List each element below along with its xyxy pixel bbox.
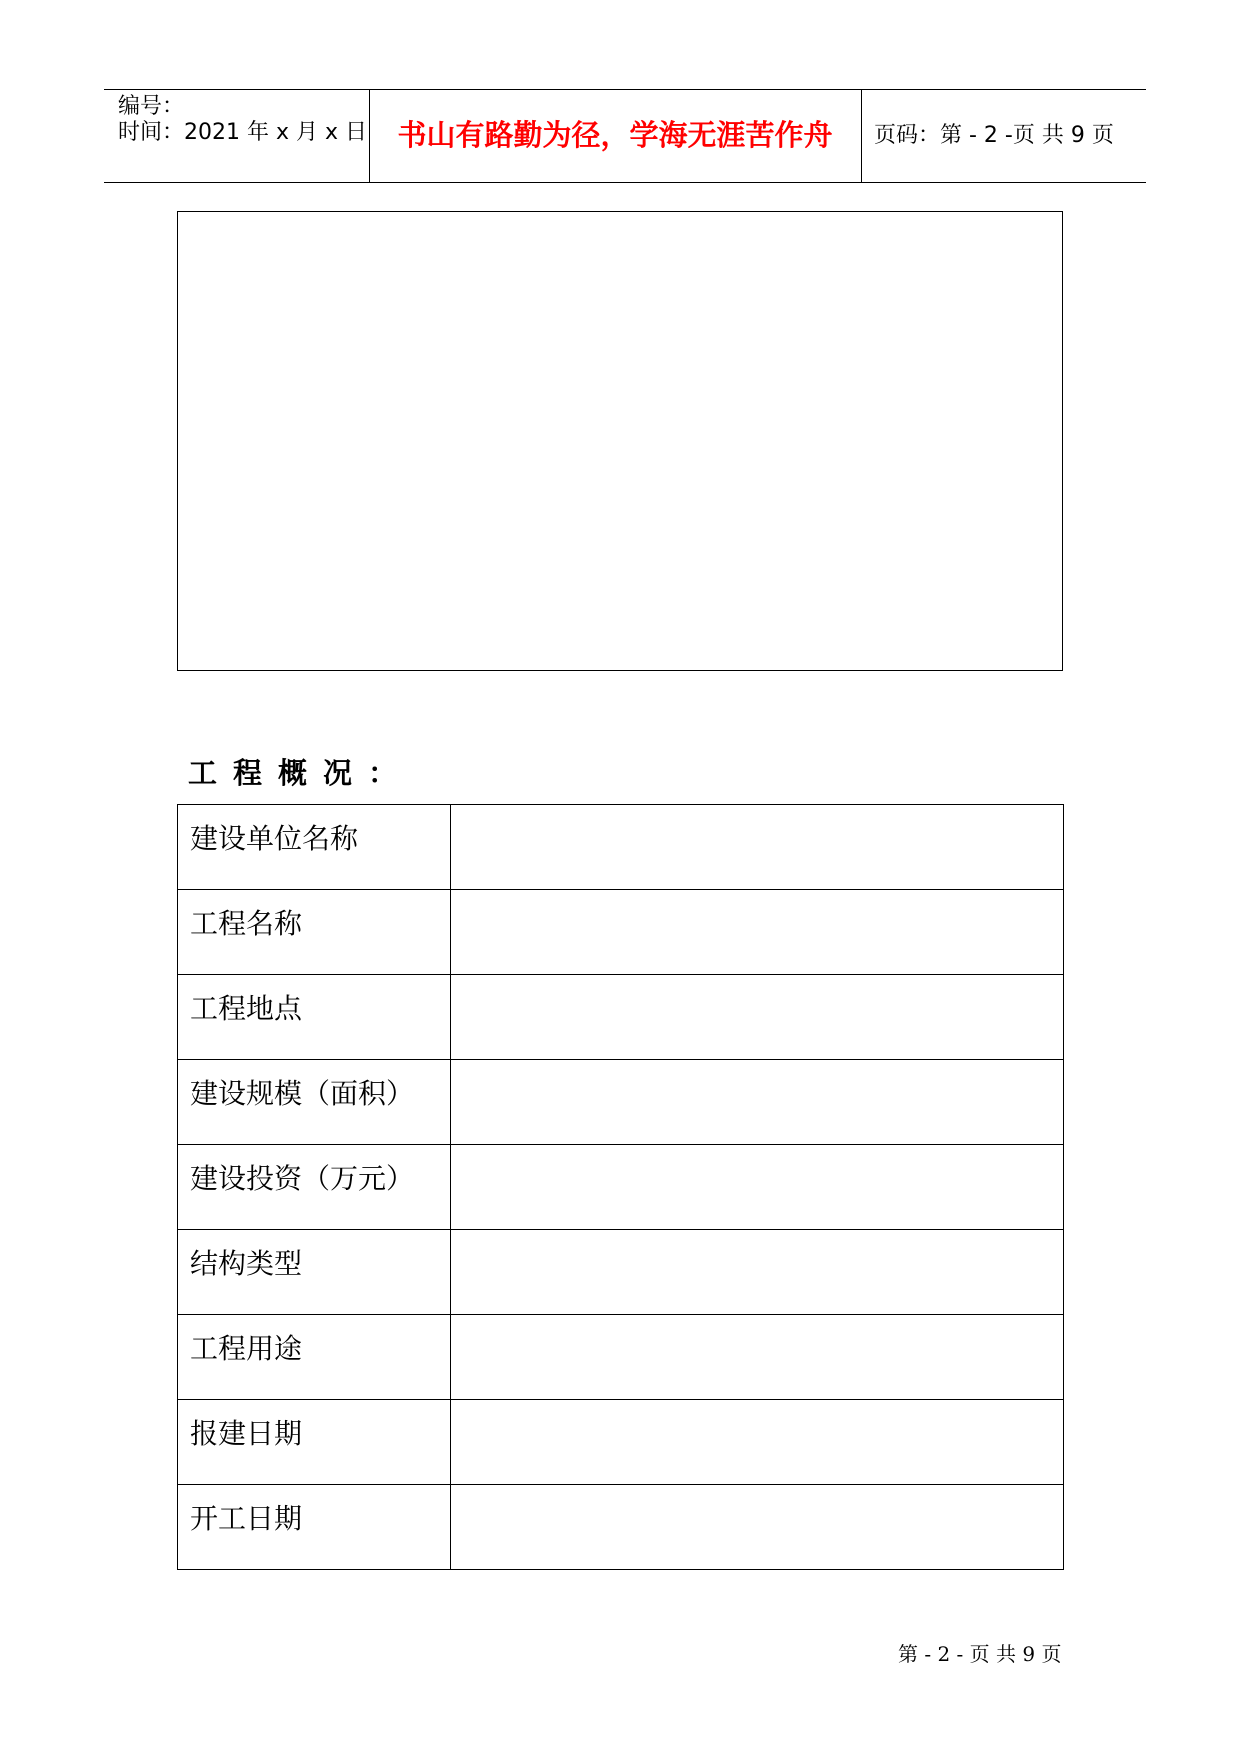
row-label: 工程名称	[178, 890, 451, 975]
row-value-cell	[451, 975, 1064, 1060]
table-row	[178, 1315, 1064, 1400]
date-line: 时间：2021 年 x 月 x 日	[118, 120, 367, 145]
row-value-cell	[451, 1485, 1064, 1570]
row-label: 开工日期	[178, 1485, 451, 1570]
table-row	[178, 890, 1064, 975]
header-divider-left	[369, 90, 370, 182]
table-row	[178, 1400, 1064, 1485]
table-row	[178, 975, 1064, 1060]
row-value-cell	[451, 890, 1064, 975]
row-value-cell	[451, 1145, 1064, 1230]
row-label: 结构类型	[178, 1230, 451, 1315]
row-label: 工程用途	[178, 1315, 451, 1400]
row-label: 建设投资（万元）	[178, 1145, 451, 1230]
header-motto: 书山有路勤为径，学海无涯苦作舟	[397, 118, 833, 152]
row-label: 报建日期	[178, 1400, 451, 1485]
table-row	[178, 805, 1064, 890]
table-row	[178, 1060, 1064, 1145]
row-value-cell	[451, 1060, 1064, 1145]
serial-number-label: 编号：	[118, 94, 185, 119]
row-label: 建设单位名称	[178, 805, 451, 890]
project-info-table	[177, 804, 1064, 1570]
row-value-cell	[451, 1315, 1064, 1400]
blank-frame	[177, 211, 1063, 671]
section-title: 工程概况：	[188, 756, 414, 790]
footer-page-number: 第 - 2 - 页 共 9 页	[898, 1642, 1062, 1666]
row-label: 工程地点	[178, 975, 451, 1060]
row-value-cell	[451, 805, 1064, 890]
header-page-info: 页码：第 - 2 -页 共 9 页	[874, 123, 1114, 148]
row-value-cell	[451, 1230, 1064, 1315]
table-row	[178, 1230, 1064, 1315]
row-label: 建设规模（面积）	[178, 1060, 451, 1145]
page-header	[104, 89, 1146, 183]
table-row	[178, 1485, 1064, 1570]
row-value-cell	[451, 1400, 1064, 1485]
header-divider-right	[861, 90, 862, 182]
table-row	[178, 1145, 1064, 1230]
